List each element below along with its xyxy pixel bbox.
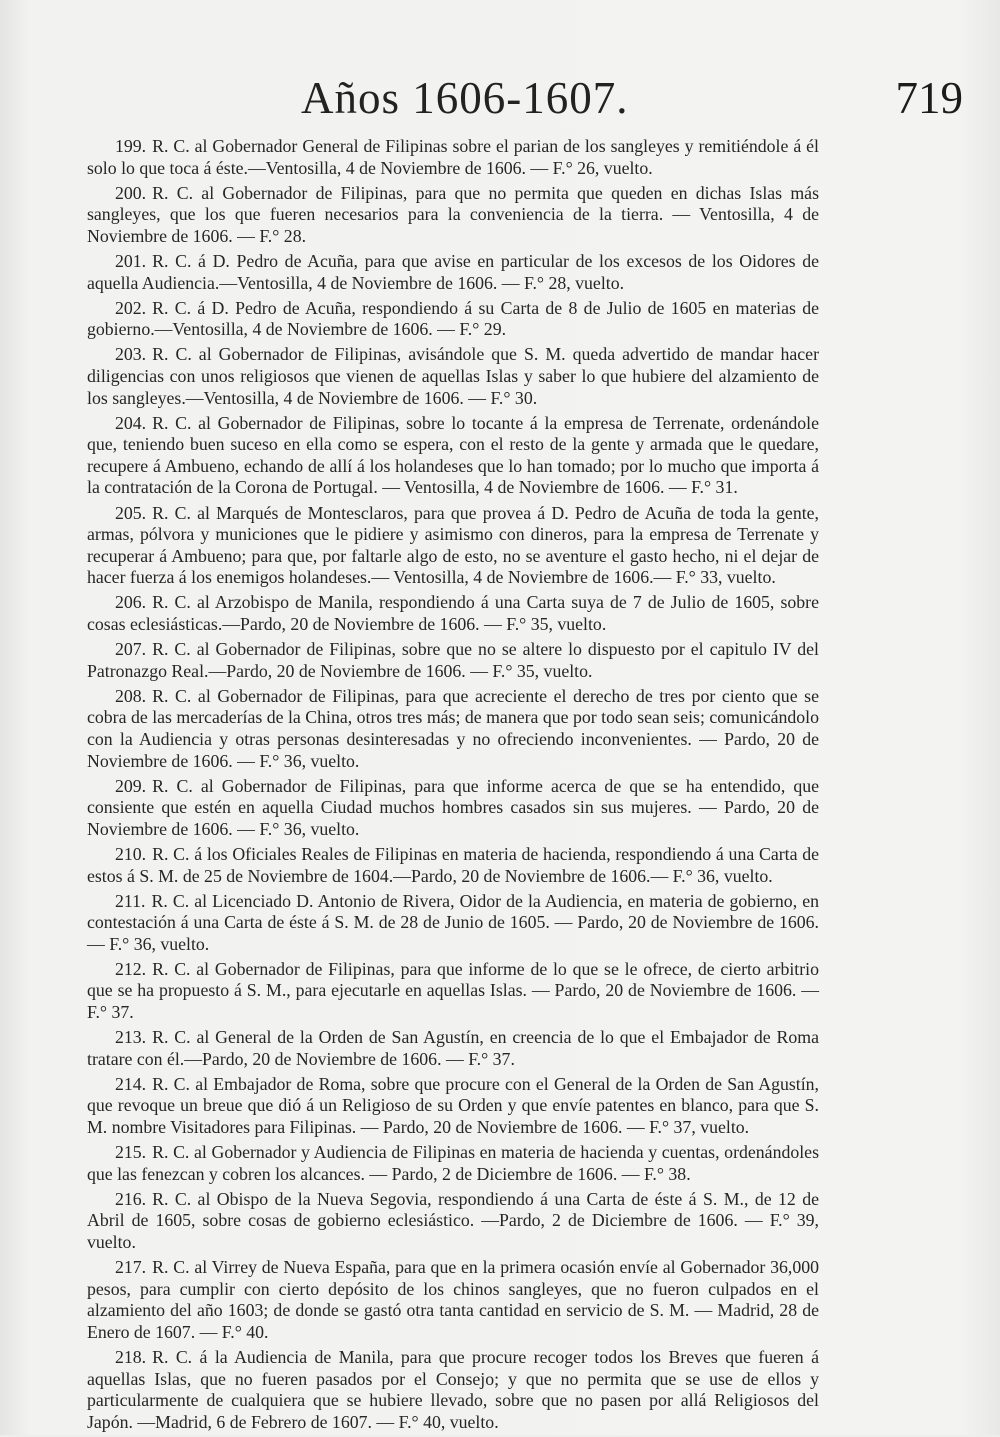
page-number: 719 [895, 73, 963, 123]
entry-text: R. C. al Gobernador General de Filipinas sobre el parian de los sangleyes y remitiéndole á él solo lo que toca á éste.—Ventosilla, 4 de Noviembre de 1606. — F.° 26, vuelto. [87, 136, 819, 178]
entry-213 [87, 1027, 819, 1070]
entry-text: R. C. al Gobernador y Audiencia de Filipinas en materia de hacienda y cuentas, ordenándoles que las fenezcan y cobren los alcances. — Pardo, 2 de Diciembre de 1606. — F.° 38. [87, 1142, 819, 1184]
entry-number: 213. [115, 1027, 147, 1048]
entry-217 [87, 1257, 819, 1343]
entry-text: R. C. al Obispo de la Nueva Segovia, respondiendo á una Carta de éste á S. M., de 12 de Abril de 1605, sobre cosas de gobierno eclesiástico. —Pardo, 2 de Diciembre de 1606. — F.° 39, vuelto. [87, 1188, 819, 1252]
entry-203 [87, 344, 819, 409]
entry-text: R. C. á los Oficiales Reales de Filipinas en materia de hacienda, respondiendo á una Carta de estos á S. M. de 25 de Noviembre de 1604.—Pardo, 20 de Noviembre de 1606.— F.° 36, vuelto. [87, 843, 819, 886]
entry-text: R. C. al Gobernador de Filipinas, para que no permita que queden en dichas Islas más sangleyes, que los que fueren necesarios para la conveniencia de la tierra. — Ventosilla, 4 de Noviembre de 1606. — F.° 28. [87, 182, 819, 246]
entry-number: 200. [115, 182, 147, 203]
entry-text: R. C. al Gobernador de Filipinas, sobre lo tocante á la empresa de Terrenate, ordenándole que, teniendo buen suceso en ella como se espera, con el resto de la gente y armada que le quedare, recupere á Ambueno, echando de allí á los holandeses que lo han tomado; por lo mucho que importa á la contratación de la Corona de Portugal. — Ventosilla, 4 de Noviembre de 1606. — F.° 31. [87, 412, 819, 498]
entry-number: 209. [115, 775, 147, 796]
entry-number: 199. [115, 136, 147, 156]
entry-number: 212. [115, 958, 147, 979]
entry-216 [87, 1189, 819, 1254]
entry-211 [87, 891, 819, 956]
entry-205 [87, 503, 819, 589]
entry-text: R. C. á la Audiencia de Manila, para que procure recoger todos los Breves que fueren á aquellas Islas, que no fueren pasados por el Consejo; y que no permita que se use de ellos y particularmente de cualquiera que se hubiere llevado, sobre que no pasen por allá Religiosos del Japón. —Madrid, 6 de Febrero de 1607. — F.° 40, vuelto. [87, 1346, 819, 1432]
entry-number: 206. [115, 592, 147, 613]
entry-204 [87, 413, 819, 499]
entry-text: R. C. á D. Pedro de Acuña, respondiendo á su Carta de 8 de Julio de 1605 en materias de gobierno.—Ventosilla, 4 de Noviembre de 1606. — F.° 29. [87, 297, 819, 340]
entry-text: R. C. al General de la Orden de San Agustín, en creencia de lo que el Embajador de Roma tratare con él.—Pardo, 20 de Noviembre de 1606. — F.° 37. [87, 1027, 819, 1069]
entry-text: R. C. al Licenciado D. Antonio de Rivera, Oidor de la Audiencia, en materia de gobierno, en contestación á una Carta de éste á S. M. de 28 de Junio de 1605. — Pardo, 20 de Noviembre de 1606. — F.° 36, vuelto. [87, 890, 819, 954]
entry-text: R. C. al Gobernador de Filipinas, para que acreciente el derecho de tres por ciento que se cobra de las mercaderías de la China, otros tres más; de manera que por todo sean seis; comunicándolo con la Audiencia y otras personas desinteresadas y no ofreciendo inconvenientes. — Pardo, 20 de Noviembre de 1606. — F.° 36, vuelto. [87, 685, 819, 771]
entry-text: R. C. al Gobernador de Filipinas, para que informe de lo que se le ofrece, de cierto arbitrio que se ha propuesto á S. M., para ejecutarle en aquellas Islas. — Pardo, 20 de Noviembre de 1606. — F.° 37. [87, 958, 819, 1023]
entry-207 [87, 639, 819, 682]
page-header [87, 72, 963, 132]
entry-number: 202. [115, 297, 147, 318]
entry-number: 210. [115, 843, 147, 864]
entry-200 [87, 183, 819, 248]
entry-text: R. C. al Embajador de Roma, sobre que procure con el General de la Orden de San Agustín, que revoque un breue que dió á un Religioso de su Orden y que envíe patentes en blanco, para que S. M. nombre Visitadores para Filipinas. — Pardo, 20 de Noviembre de 1606. — F.° 37, vuelto. [87, 1073, 819, 1138]
entry-number: 207. [115, 639, 147, 660]
entry-212 [87, 959, 819, 1024]
entry-206 [87, 592, 819, 635]
entry-number: 214. [115, 1073, 147, 1094]
entry-number: 205. [115, 502, 147, 523]
running-title: Años 1606-1607. [301, 73, 629, 123]
entry-text: R. C. al Marqués de Montesclaros, para que provea á D. Pedro de Acuña de toda la gente, armas, pólvora y municiones que le pidiere y asimismo con dineros, para la empresa de Terrenate y recuperar á Ambueno; para que, por faltarle algo de esto, no se aventure el gasto hecho, ni el dejar de hacer fuerza á los enemigos holandeses.— Ventosilla, 4 de Noviembre de 1606.— F.° 33, vuelto. [87, 502, 819, 588]
entry-214 [87, 1074, 819, 1139]
entry-text: R. C. al Virrey de Nueva España, para que en la primera ocasión envíe al Gobernador 36,000 pesos, para cumplir con cierto depósito de los chinos sangleyes, que no fueron culpados en el alzamiento del año 1603; de donde se gastó otra tanta cantidad en servicio de S. M. — Madrid, 28 de Enero de 1607. — F.° 40. [87, 1257, 819, 1342]
entry-number: 216. [115, 1188, 147, 1209]
entry-text: R. C. al Gobernador de Filipinas, para que informe acerca de que se ha entendido, que consiente que estén en aquella Ciudad muchos hombres casados sin sus mujeres. — Pardo, 20 de Noviembre de 1606. — F.° 36, vuelto. [87, 775, 819, 839]
entry-list [87, 136, 819, 1437]
entry-text: R. C. al Arzobispo de Manila, respondiendo á una Carta suya de 7 de Julio de 1605, sobre cosas eclesiásticas.—Pardo, 20 de Noviembre de 1606. — F.° 35, vuelto. [87, 592, 819, 634]
entry-202 [87, 298, 819, 341]
entry-218 [87, 1347, 819, 1433]
entry-209 [87, 776, 819, 841]
entry-number: 201. [115, 250, 147, 271]
entry-210 [87, 844, 819, 887]
entry-number: 218. [115, 1346, 147, 1367]
entry-number: 208. [115, 685, 147, 706]
entry-number: 203. [115, 344, 147, 365]
entry-text: R. C. á D. Pedro de Acuña, para que avise en particular de los excesos de los Oidores de aquella Audiencia.—Ventosilla, 4 de Noviembre de 1606. — F.° 28, vuelto. [87, 250, 819, 293]
entry-201 [87, 251, 819, 294]
entry-215 [87, 1142, 819, 1185]
entry-text: R. C. al Gobernador de Filipinas, sobre que no se altere lo dispuesto por el capitulo IV del Patronazgo Real.—Pardo, 20 de Noviembre de 1606. — F.° 35, vuelto. [87, 639, 819, 681]
entry-number: 215. [115, 1142, 147, 1163]
entry-199 [87, 136, 819, 179]
entry-208 [87, 686, 819, 772]
entry-number: 211. [115, 890, 146, 911]
entry-text: R. C. al Gobernador de Filipinas, avisándole que S. M. queda advertido de mandar hacer diligencias con unos religiosos que vienen de aquellas Islas y saber lo que hubiere del alzamiento de los sangleyes.—Ventosilla, 4 de Noviembre de 1606. — F.° 30. [87, 344, 819, 408]
entry-number: 204. [115, 412, 147, 433]
entry-number: 217. [115, 1257, 147, 1278]
